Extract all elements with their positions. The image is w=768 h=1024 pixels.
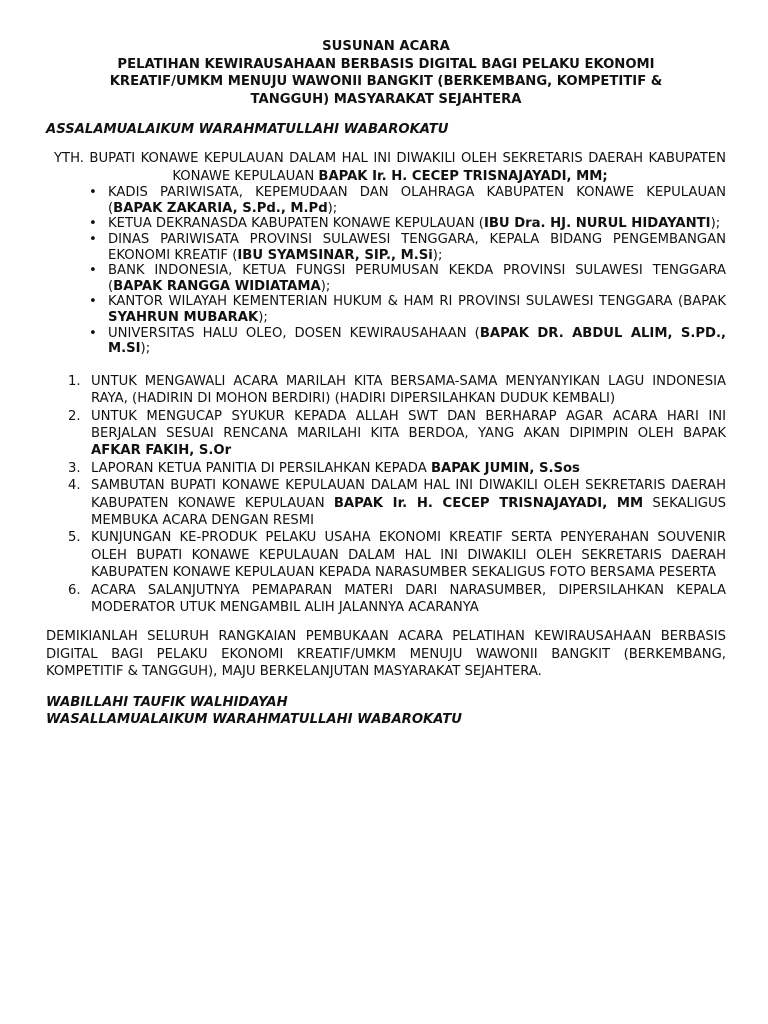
- guest-suffix: );: [140, 341, 151, 357]
- title-line-2: PELATIHAN KEWIRAUSAHAAN BERBASIS DIGITAL BAGI PELAKU EKONOMI: [117, 56, 655, 72]
- guest-item: [89, 232, 726, 263]
- agenda-text: LAPORAN KETUA PANITIA DI PERSILAHKAN KEPADA: [91, 460, 431, 476]
- agenda-text: KUNJUNGAN KE-PRODUK PELAKU USAHA EKONOMI KREATIF SERTA PENYERAHAN SOUVENIR OLEH BUPATI KONAWE KEPULAUAN DALAM HAL INI DIWAKILI OLEH SEKRETARIS DAERAH KABUPATEN KONAWE KEPULAUAN KEPADA NARASUMBER SEKALIGUS FOTO BERSAMA PESERTA: [91, 530, 726, 581]
- closing-farewell: [46, 694, 726, 729]
- title-line-4: TANGGUH) MASYARAKAT SEJAHTERA: [250, 91, 522, 107]
- farewell-line-2: WASALLAMUALAIKUM WARAHMATULLAHI WABAROKATU: [46, 712, 462, 728]
- farewell-line-1: WABILLAHI TAUFIK WALHIDAYAH: [46, 694, 288, 710]
- guest-suffix: );: [327, 200, 338, 216]
- opening-greeting: ASSALAMUALAIKUM WARAHMATULLAHI WABAROKATU: [46, 122, 449, 137]
- yth-official-name: BAPAK Ir. H. CECEP TRISNAJAYADI, MM;: [318, 168, 608, 184]
- bullet-icon: •: [89, 294, 97, 310]
- agenda-bold: AFKAR FAKIH, S.Or: [91, 443, 232, 459]
- bullet-icon: •: [89, 232, 97, 247]
- agenda-bold: BAPAK Ir. H. CECEP TRISNAJAYADI, MM: [333, 495, 644, 511]
- guest-item: [89, 294, 726, 325]
- guest-name: BAPAK RANGGA WIDIATAMA: [113, 278, 321, 294]
- bullet-icon: •: [89, 325, 97, 341]
- guest-text: DINAS PARIWISATA PROVINSI SULAWESI TENGGARA, KEPALA BIDANG PENGEMBANGAN EKONOMI KREATIF (: [108, 232, 726, 263]
- document-page: [46, 38, 726, 729]
- agenda-number: 3.: [68, 460, 81, 476]
- agenda-number: 2.: [68, 408, 81, 424]
- guest-text: KADIS PARIWISATA, KEPEMUDAAN DAN OLAHRAGA KABUPATEN KONAWE KEPULAUAN (: [108, 185, 726, 216]
- guest-suffix: );: [258, 309, 268, 325]
- agenda-item: [46, 582, 726, 617]
- guest-text: BANK INDONESIA, KETUA FUNGSI PERUMUSAN KEKDA PROVINSI SULAWESI TENGGARA (: [108, 263, 726, 294]
- guest-suffix: );: [432, 247, 443, 263]
- agenda-text: ACARA SALANJUTNYA PEMAPARAN MATERI DARI NARASUMBER, DIPERSILAHKAN KEPALA MODERATOR UTUK MENGAMBIL ALIH JALANNYA ACARANYA: [91, 582, 726, 616]
- agenda-number: 6.: [68, 582, 81, 598]
- guest-item: [89, 326, 726, 357]
- guest-item: [89, 263, 726, 294]
- guest-name: BAPAK ZAKARIA, S.Pd., M.Pd: [113, 200, 328, 216]
- agenda-text: SAMBUTAN BUPATI KONAWE KEPULAUAN DALAM HAL INI DIWAKILI OLEH SEKRETARIS DAERAH KABUPATEN KONAWE KEPULAUAN: [91, 478, 726, 511]
- guest-item: [89, 185, 726, 216]
- title-line-3: KREATIF/UMKM MENUJU WAWONII BANGKIT (BERKEMBANG, KOMPETITIF &: [109, 74, 663, 89]
- agenda-list: [46, 373, 726, 617]
- guest-item: [89, 216, 726, 232]
- guest-text: KETUA DEKRANASDA KABUPATEN KONAWE KEPULAUAN (: [108, 216, 484, 232]
- agenda-item: [46, 529, 726, 581]
- guest-name: IBU SYAMSINAR, SIP., M.Si: [237, 247, 433, 263]
- agenda-text: UNTUK MENGUCAP SYUKUR KEPADA ALLAH SWT DAN BERHARAP AGAR ACARA HARI INI BERJALAN SESUAI RENCANA MARILAHI KITA BERDOA, YANG AKAN DIPIMPIN OLEH BAPAK: [91, 408, 726, 441]
- bullet-icon: •: [89, 185, 97, 201]
- agenda-item: [46, 373, 726, 408]
- guest-text: KANTOR WILAYAH KEMENTERIAN HUKUM & HAM RI PROVINSI SULAWESI TENGGARA (BAPAK: [108, 294, 726, 310]
- agenda-item: [46, 460, 726, 477]
- title-line-1: SUSUNAN ACARA: [322, 39, 450, 54]
- agenda-bold: BAPAK JUMIN, S.Sos: [430, 460, 580, 476]
- yth-text: YTH. BUPATI KONAWE KEPULAUAN DALAM HAL INI DIWAKILI OLEH SEKRETARIS DAERAH KABUPATEN KONAWE KEPULAUAN: [54, 151, 726, 184]
- guest-name: IBU Dra. HJ. NURUL HIDAYANTI: [483, 216, 711, 232]
- bullet-icon: •: [89, 216, 97, 232]
- guest-suffix: );: [710, 216, 721, 232]
- guest-name: BAPAK DR. ABDUL ALIM, S.PD., M.SI: [108, 325, 727, 357]
- guest-list: [89, 185, 726, 357]
- agenda-suffix: SEKALIGUS MEMBUKA ACARA DENGAN RESMI: [91, 495, 726, 528]
- agenda-item: [46, 477, 726, 529]
- yth-paragraph: [54, 150, 726, 185]
- agenda-number: 4.: [68, 478, 81, 494]
- document-title: [46, 38, 726, 108]
- bullet-icon: •: [89, 263, 97, 279]
- agenda-number: 1.: [68, 373, 81, 389]
- agenda-text: UNTUK MENGAWALI ACARA MARILAH KITA BERSAMA-SAMA MENYANYIKAN LAGU INDONESIA RAYA, (HADIRIN DI MOHON BERDIRI) (HADIRI DIPERSILAHKAN DUDUK KEMBALI): [91, 373, 726, 407]
- agenda-item: [46, 408, 726, 460]
- guest-text: UNIVERSITAS HALU OLEO, DOSEN KEWIRAUSAHAAN (: [108, 325, 480, 341]
- closing-paragraph: DEMIKIANLAH SELURUH RANGKAIAN PEMBUKAAN ACARA PELATIHAN KEWIRAUSAHAAN BERBASIS DIGITAL BAGI PELAKU EKONOMI KREATIF/UMKM MENUJU WAWONII BANGKIT (BERKEMBANG, KOMPETITIF & TANGGUH), MAJU BERKELANJUTAN MASYARAKAT SEJAHTERA.: [46, 629, 726, 680]
- guest-name: SYAHRUN MUBARAK: [108, 309, 259, 325]
- agenda-number: 5.: [68, 530, 81, 546]
- guest-suffix: );: [320, 278, 331, 294]
